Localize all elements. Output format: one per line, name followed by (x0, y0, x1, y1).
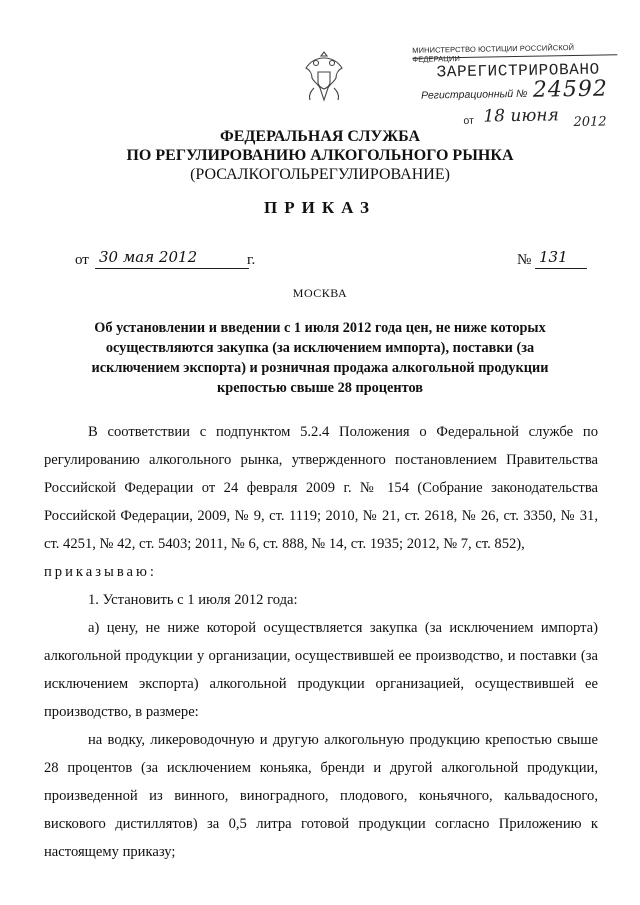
stamp-ministry: МИНИСТЕРСТВО ЮСТИЦИИ РОССИЙСКОЙ ФЕДЕРАЦИИ (412, 43, 575, 64)
order-number: 131 (535, 248, 587, 269)
paragraph-vodka: на водку, ликероводочную и другую алкогольную продукцию крепостью свыше 28 процентов (за исключением коньяка, бренди и другой алкогольной продукции, произведенной из винного, виноградного, плодового, коньячного, кальвадосного, вискового дистиллятов) за 0,5 литра готовой продукции согласно Приложению к настоящему приказу; (44, 732, 598, 860)
stamp-registered: ЗАРЕГИСТРИРОВАНО (436, 60, 600, 82)
org-name-line2: ПО РЕГУЛИРОВАНИЮ АЛКОГОЛЬНОГО РЫНКА (126, 147, 514, 164)
order-date: 30 мая 2012 (95, 248, 249, 269)
date-prefix: от (75, 252, 89, 268)
paragraph-item-1: 1. Установить с 1 июля 2012 года: (88, 592, 298, 608)
order-subject: Об установлении и введении с 1 июля 2012 года цен, не ниже которых осуществляются закупка (за исключением импорта), поставки (за исключением экспорта) и розничная продажа алкогольной продукции крепостью свыше 28 процентов (91, 320, 549, 396)
city: МОСКВА (292, 286, 348, 300)
stamp-regnum-label: Регистрационный № (420, 87, 528, 102)
stamp-date-prefix: от (463, 114, 474, 127)
coat-of-arms-emblem (300, 48, 348, 108)
order-date-number-row (0, 248, 640, 272)
date-suffix: г. (247, 252, 256, 268)
paragraph-subitem-a: а) цену, не ниже которой осуществляется закупка (за исключением импорта) алкогольной продукции у организации, осуществившей ее производство, и поставки (за исключением экспорта) алкогольной продукции организацией, осуществившей ее производство, в размере: (44, 620, 598, 720)
number-prefix: № (517, 252, 532, 268)
preamble-paragraph: В соответствии с подпунктом 5.2.4 Положения о Федеральной службе по регулированию алкогольного рынка, утвержденного постановлением Правительства Российской Федерации от 24 февраля 2009 г. № 154 (Собрание законодательства Российской Федерации, 2009, № 9, ст. 1119; 2010, № 21, ст. 2618, № 26, ст. 3350, № 31, ст. 4251, № 42, ст. 5403; 2011, № 6, ст. 888, № 14, ст. 1935; 2012, № 7, ст. 852), (44, 424, 598, 552)
org-name-line1: ФЕДЕРАЛЬНАЯ СЛУЖБА (220, 128, 420, 145)
order-title: ПРИКАЗ (264, 198, 376, 217)
org-name-line3: (РОСАЛКОГОЛЬРЕГУЛИРОВАНИЕ) (190, 166, 450, 183)
stamp-regnum: 24592 (532, 76, 609, 103)
order-verb: приказываю: (44, 564, 157, 580)
stamp-date: 18 июня (483, 105, 559, 127)
stamp-date-year: 2012 (573, 114, 607, 131)
order-body (44, 418, 598, 866)
